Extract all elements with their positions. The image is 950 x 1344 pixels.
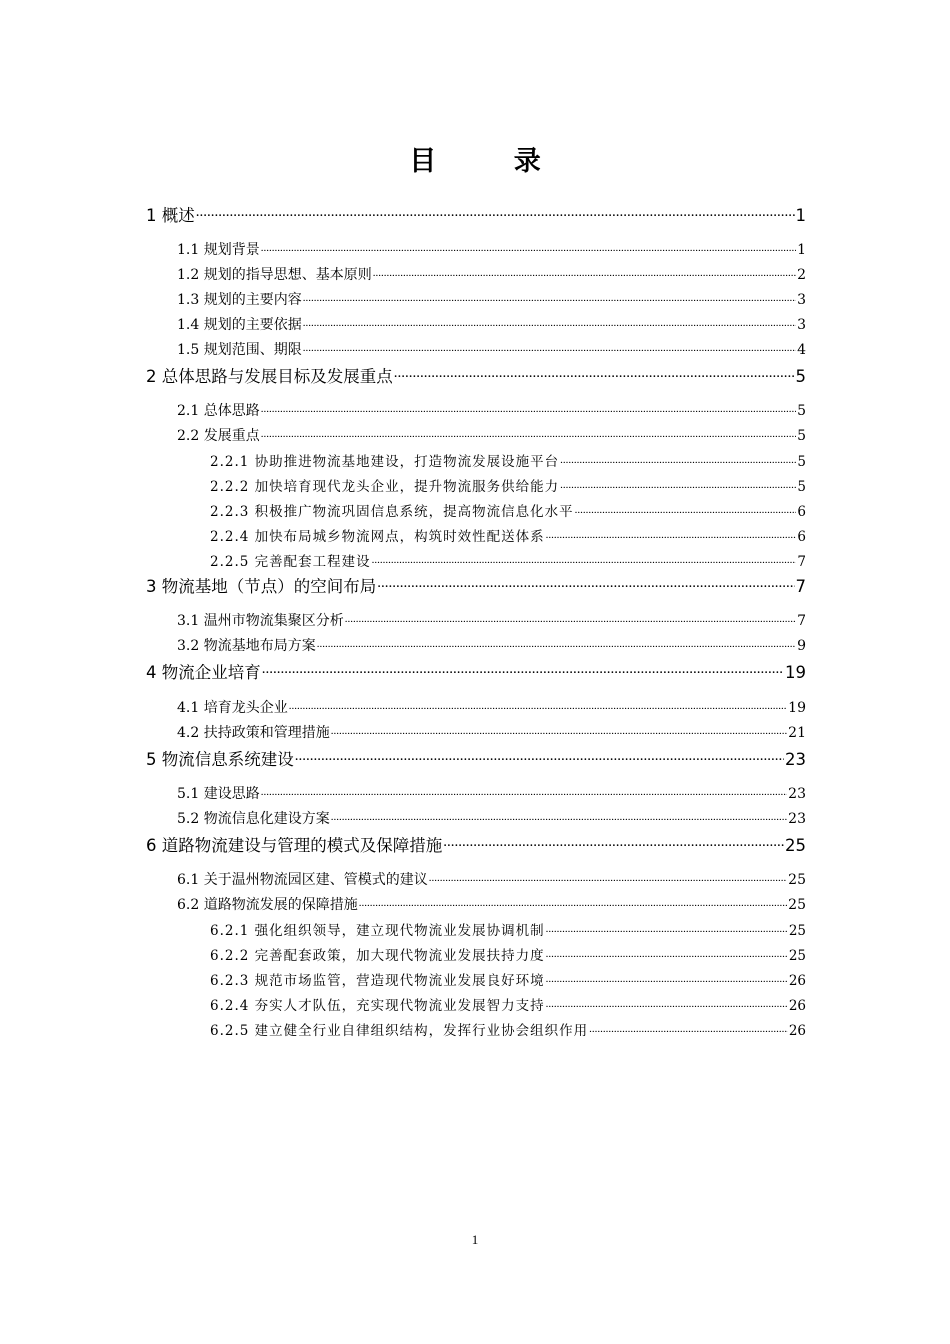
dot-leader [373, 265, 796, 279]
toc-entry-label: 6.2.1 强化组织领导，建立现代物流业发展协调机制 [210, 923, 545, 939]
toc-entry-page-number: 25 [788, 948, 806, 964]
toc-entry-page-number: 25 [785, 836, 806, 855]
toc-entry-label: 1.1 规划背景 [177, 242, 260, 258]
toc-entry-page-number: 5 [795, 367, 806, 386]
toc-entry-level-2[interactable] [177, 264, 806, 284]
toc-entry-level-2[interactable] [177, 869, 806, 889]
dot-leader [261, 240, 796, 254]
toc-entry-label: 2.2.1 协助推进物流基地建设，打造物流发展设施平台 [210, 454, 560, 470]
toc-entry-level-2[interactable] [177, 783, 806, 803]
toc-entry-level-2[interactable] [177, 425, 806, 445]
toc-entry-level-1[interactable] [146, 659, 806, 681]
toc-entry-level-2[interactable] [177, 808, 806, 828]
toc-entry-page-number: 19 [788, 700, 806, 716]
toc-entry-label: 4 物流企业培育 [146, 663, 261, 682]
toc-entry-label: 2.2.4 加快布局城乡物流网点，构筑时效性配送体系 [210, 529, 545, 545]
toc-entry-page-number: 19 [785, 663, 806, 682]
dot-leader [359, 895, 787, 909]
toc-entry-label: 1.5 规划范围、期限 [177, 342, 302, 358]
toc-entry-page-number: 25 [788, 897, 806, 913]
toc-entry-level-2[interactable] [177, 314, 806, 334]
toc-entry-level-3[interactable] [210, 475, 806, 495]
dot-leader [331, 809, 787, 823]
toc-entry-level-3[interactable] [210, 919, 806, 939]
toc-entry-page-number: 7 [797, 554, 806, 570]
dot-leader [345, 611, 796, 625]
dot-leader [303, 315, 796, 329]
toc-entry-label: 6.2.5 建立健全行业自律组织结构，发挥行业协会组织作用 [210, 1023, 589, 1039]
toc-entry-level-2[interactable] [177, 697, 806, 717]
toc-entry-page-number: 26 [788, 1023, 806, 1039]
dot-leader [546, 972, 788, 986]
toc-entry-page-number: 23 [785, 750, 806, 769]
toc-entry-label: 4.2 扶持政策和管理措施 [177, 725, 330, 741]
dot-leader [560, 478, 796, 492]
toc-entry-level-3[interactable] [210, 1019, 806, 1039]
dot-leader [589, 1022, 788, 1036]
toc-entry-level-3[interactable] [210, 944, 806, 964]
toc-entry-page-number: 2 [797, 267, 806, 283]
dot-leader [560, 453, 796, 467]
toc-entry-page-number: 5 [797, 454, 806, 470]
dot-leader [546, 997, 788, 1011]
toc-entry-label: 2.2.2 加快培育现代龙头企业，提升物流服务供给能力 [210, 479, 560, 495]
toc-entry-label: 2.2.5 完善配套工程建设 [210, 554, 371, 570]
toc-entry-page-number: 26 [788, 973, 806, 989]
toc-entry-page-number: 5 [797, 428, 806, 444]
toc-entry-label: 3 物流基地（节点）的空间布局 [146, 577, 377, 596]
toc-entry-label: 1.4 规划的主要依据 [177, 317, 302, 333]
dot-leader [317, 636, 796, 650]
dot-leader [262, 662, 784, 679]
dot-leader [261, 426, 796, 440]
dot-leader [546, 922, 788, 936]
dot-leader [295, 749, 784, 766]
toc-entry-label: 2.2.3 积极推广物流巩固信息系统，提高物流信息化水平 [210, 504, 574, 520]
toc-entry-label: 3.2 物流基地布局方案 [177, 638, 316, 654]
dot-leader [377, 576, 794, 593]
toc-entry-label: 5 物流信息系统建设 [146, 750, 294, 769]
toc-entry-label: 1.3 规划的主要内容 [177, 292, 302, 308]
toc-entry-page-number: 23 [788, 786, 806, 802]
toc-entry-page-number: 6 [797, 504, 806, 520]
toc-entry-page-number: 6 [797, 529, 806, 545]
toc-entry-level-3[interactable] [210, 525, 806, 545]
toc-entry-page-number: 1 [797, 242, 806, 258]
toc-entry-label: 2.2 发展重点 [177, 428, 260, 444]
dot-leader [575, 503, 797, 517]
toc-entry-level-2[interactable] [177, 289, 806, 309]
toc-entry-label: 1.2 规划的指导思想、基本原则 [177, 267, 372, 283]
toc-entry-level-3[interactable] [210, 500, 806, 520]
dot-leader [546, 528, 797, 542]
toc-entry-label: 5.1 建设思路 [177, 786, 260, 802]
toc-entry-page-number: 21 [788, 725, 806, 741]
toc-entry-label: 3.1 温州市物流集聚区分析 [177, 613, 344, 629]
toc-entry-page-number: 4 [797, 342, 806, 358]
toc-entry-level-1[interactable] [146, 573, 806, 595]
toc-entry-page-number: 3 [797, 292, 806, 308]
toc-entry-label: 4.1 培育龙头企业 [177, 700, 288, 716]
toc-entry-level-1[interactable] [146, 202, 806, 224]
dot-leader [261, 784, 787, 798]
dot-leader [303, 340, 796, 354]
toc-entry-level-2[interactable] [177, 894, 806, 914]
toc-entry-page-number: 7 [797, 613, 806, 629]
toc-entry-level-1[interactable] [146, 746, 806, 768]
toc-entry-page-number: 1 [795, 206, 806, 225]
toc-entry-label: 6.2.3 规范市场监管，营造现代物流业发展良好环境 [210, 973, 545, 989]
toc-entry-level-2[interactable] [177, 610, 806, 630]
dot-leader [394, 366, 795, 383]
toc-entry-level-1[interactable] [146, 363, 806, 385]
toc-entry-level-2[interactable] [177, 339, 806, 359]
dot-leader [289, 698, 787, 712]
toc-entry-level-1[interactable] [146, 832, 806, 854]
dot-leader [443, 835, 784, 852]
toc-entry-level-2[interactable] [177, 635, 806, 655]
toc-entry-label: 2.1 总体思路 [177, 403, 260, 419]
toc-entry-page-number: 3 [797, 317, 806, 333]
toc-entry-page-number: 25 [788, 872, 806, 888]
toc-entry-page-number: 23 [788, 811, 806, 827]
dot-leader [372, 553, 797, 567]
dot-leader [546, 947, 788, 961]
page-title: 目 录 [409, 146, 575, 177]
toc-entry-level-2[interactable] [177, 239, 806, 259]
toc-entry-label: 6.1 关于温州物流园区建、管模式的建议 [177, 872, 428, 888]
dot-leader [331, 723, 787, 737]
dot-leader [261, 401, 796, 415]
toc-entry-label: 2 总体思路与发展目标及发展重点 [146, 367, 393, 386]
toc-entry-label: 6.2.4 夯实人才队伍，充实现代物流业发展智力支持 [210, 998, 545, 1014]
toc-entry-level-2[interactable] [177, 400, 806, 420]
toc-entry-page-number: 5 [797, 479, 806, 495]
toc-entry-page-number: 26 [788, 998, 806, 1014]
toc-entry-label: 5.2 物流信息化建设方案 [177, 811, 330, 827]
toc-entry-label: 6.2.2 完善配套政策，加大现代物流业发展扶持力度 [210, 948, 545, 964]
dot-leader [196, 205, 795, 222]
toc-entry-level-3[interactable] [210, 550, 806, 570]
toc-entry-page-number: 25 [788, 923, 806, 939]
toc-entry-label: 1 概述 [146, 206, 195, 225]
toc-entry-level-3[interactable] [210, 994, 806, 1014]
toc-entry-page-number: 5 [797, 403, 806, 419]
toc-entry-level-2[interactable] [177, 722, 806, 742]
toc-entry-page-number: 9 [797, 638, 806, 654]
dot-leader [303, 290, 796, 304]
toc-entry-label: 6.2 道路物流发展的保障措施 [177, 897, 358, 913]
page-number: 1 [471, 1232, 479, 1247]
toc-entry-label: 6 道路物流建设与管理的模式及保障措施 [146, 836, 443, 855]
dot-leader [429, 870, 787, 884]
toc-entry-page-number: 7 [795, 577, 806, 596]
toc-entry-level-3[interactable] [210, 450, 806, 470]
toc-entry-level-3[interactable] [210, 969, 806, 989]
